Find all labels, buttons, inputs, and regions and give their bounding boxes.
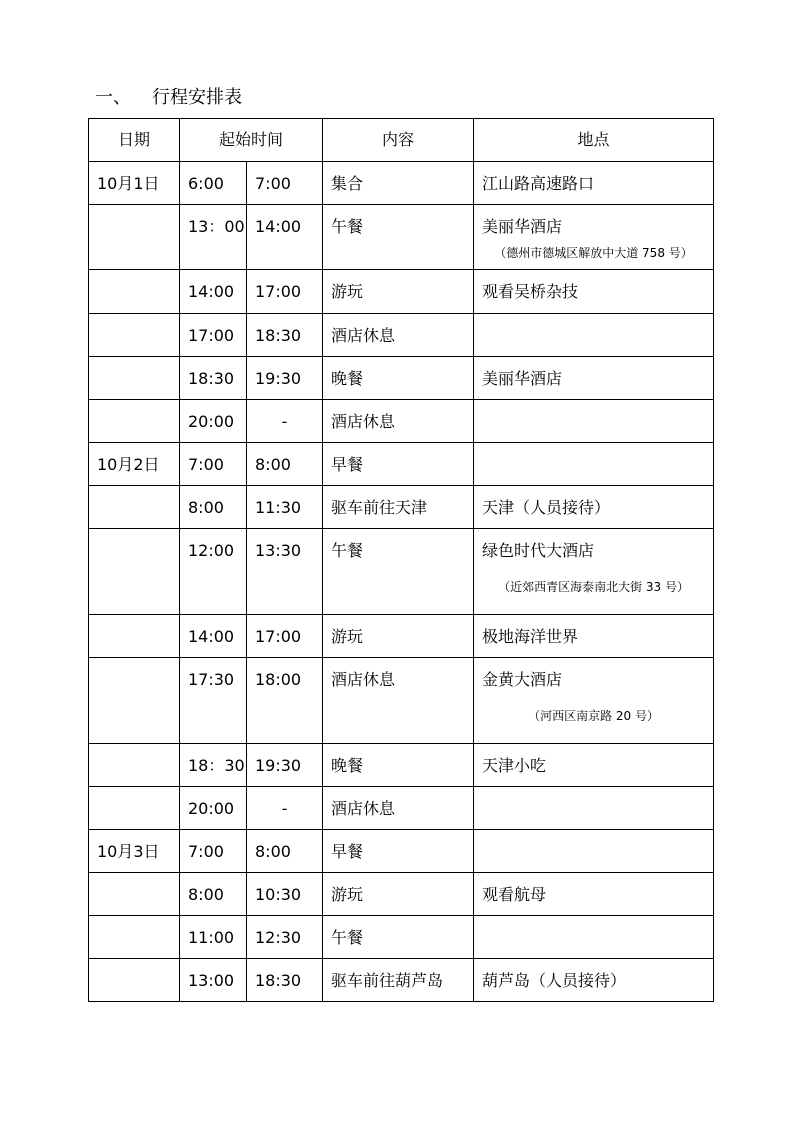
section-title: 行程安排表 bbox=[152, 87, 242, 108]
end-time-cell bbox=[247, 658, 323, 744]
content-cell-text: 驱车前往葫芦岛 bbox=[331, 971, 444, 990]
place-cell bbox=[474, 486, 714, 529]
end-time-cell-text: 17:00 bbox=[255, 282, 302, 301]
content-cell-text: 晚餐 bbox=[331, 369, 364, 388]
date-cell bbox=[89, 270, 180, 314]
end-time-cell bbox=[247, 916, 323, 959]
place-cell-text: 金黄大酒店 bbox=[482, 670, 563, 689]
start-time-cell-text: 8:00 bbox=[188, 885, 224, 904]
end-time-cell-text: 19:30 bbox=[255, 369, 302, 388]
date-cell bbox=[89, 744, 180, 787]
start-time-cell bbox=[180, 615, 247, 658]
start-time-cell bbox=[180, 787, 247, 830]
content-cell bbox=[323, 787, 474, 830]
content-cell-text: 游玩 bbox=[331, 885, 364, 904]
date-cell bbox=[89, 615, 180, 658]
place-cell-text: 观看吴桥杂技 bbox=[482, 282, 579, 301]
table-row bbox=[89, 400, 714, 443]
date-cell bbox=[89, 916, 180, 959]
start-time-cell-text: 14:00 bbox=[188, 627, 235, 646]
start-time-cell-text: 18：30 bbox=[188, 756, 245, 775]
header-place: 地点 bbox=[474, 119, 714, 162]
end-time-cell bbox=[247, 357, 323, 400]
start-time-cell-text: 18:30 bbox=[188, 369, 235, 388]
place-cell-text: 江山路高速路口 bbox=[482, 174, 595, 193]
content-cell bbox=[323, 916, 474, 959]
place-cell bbox=[474, 744, 714, 787]
place-cell bbox=[474, 787, 714, 830]
place-address-note: （德州市德城区解放中大道 758 号） bbox=[494, 246, 693, 260]
place-cell-text: 美丽华酒店 bbox=[482, 217, 563, 236]
end-time-cell bbox=[247, 443, 323, 486]
place-cell bbox=[474, 443, 714, 486]
start-time-cell-text: 11:00 bbox=[188, 928, 235, 947]
end-time-cell-text: 14:00 bbox=[255, 217, 302, 236]
content-cell bbox=[323, 205, 474, 270]
content-cell bbox=[323, 486, 474, 529]
table-body bbox=[89, 162, 714, 1002]
content-cell-text: 集合 bbox=[331, 174, 364, 193]
start-time-cell-text: 13:00 bbox=[188, 971, 235, 990]
start-time-cell-text: 14:00 bbox=[188, 282, 235, 301]
start-time-cell bbox=[180, 529, 247, 615]
start-time-cell-text: 13：00 bbox=[188, 217, 245, 236]
end-time-cell-text: 7:00 bbox=[255, 174, 291, 193]
table-row bbox=[89, 205, 714, 270]
start-time-cell-text: 7:00 bbox=[188, 455, 224, 474]
date-cell bbox=[89, 787, 180, 830]
end-time-cell bbox=[247, 959, 323, 1002]
table-row bbox=[89, 916, 714, 959]
end-time-cell bbox=[247, 873, 323, 916]
end-time-cell-text: 17:00 bbox=[255, 627, 302, 646]
content-cell bbox=[323, 443, 474, 486]
place-cell bbox=[474, 873, 714, 916]
end-time-cell bbox=[247, 486, 323, 529]
place-cell bbox=[474, 959, 714, 1002]
place-cell-text: 天津小吃 bbox=[482, 756, 547, 775]
content-cell-text: 午餐 bbox=[331, 928, 364, 947]
table-row bbox=[89, 162, 714, 205]
place-address-note: （近郊西青区海泰南北大街 33 号） bbox=[498, 580, 689, 594]
content-cell bbox=[323, 270, 474, 314]
place-cell-text: 天津（人员接待） bbox=[482, 498, 611, 517]
place-cell bbox=[474, 830, 714, 873]
place-cell bbox=[474, 205, 714, 270]
place-cell bbox=[474, 658, 714, 744]
table-row bbox=[89, 658, 714, 744]
content-cell-text: 酒店休息 bbox=[331, 412, 396, 431]
content-cell bbox=[323, 873, 474, 916]
content-cell-text: 早餐 bbox=[331, 455, 364, 474]
section-heading bbox=[95, 86, 242, 110]
table-row bbox=[89, 270, 714, 314]
start-time-cell-text: 17:30 bbox=[188, 670, 235, 689]
end-time-cell bbox=[247, 205, 323, 270]
end-time-cell bbox=[247, 529, 323, 615]
end-time-cell bbox=[247, 162, 323, 205]
end-time-cell bbox=[247, 787, 323, 830]
start-time-cell bbox=[180, 744, 247, 787]
start-time-cell-text: 8:00 bbox=[188, 498, 224, 517]
date-cell bbox=[89, 443, 180, 486]
place-address-note: （河西区南京路 20 号） bbox=[528, 709, 659, 723]
place-cell-text: 美丽华酒店 bbox=[482, 369, 563, 388]
start-time-cell bbox=[180, 357, 247, 400]
place-cell-text: 观看航母 bbox=[482, 885, 547, 904]
table-row bbox=[89, 959, 714, 1002]
itinerary-table bbox=[88, 118, 714, 1002]
table-row bbox=[89, 873, 714, 916]
date-cell-text: 10月2日 bbox=[97, 455, 160, 474]
start-time-cell bbox=[180, 314, 247, 357]
end-time-cell-text: - bbox=[281, 799, 288, 818]
content-cell bbox=[323, 357, 474, 400]
end-time-cell-text: 10:30 bbox=[255, 885, 302, 904]
place-cell bbox=[474, 615, 714, 658]
date-cell-text: 10月3日 bbox=[97, 842, 160, 861]
end-time-cell-text: 13:30 bbox=[255, 541, 302, 560]
start-time-cell-text: 17:00 bbox=[188, 326, 235, 345]
content-cell-text: 午餐 bbox=[331, 217, 364, 236]
content-cell-text: 午餐 bbox=[331, 541, 364, 560]
end-time-cell-text: 19:30 bbox=[255, 756, 302, 775]
start-time-cell bbox=[180, 959, 247, 1002]
content-cell-text: 早餐 bbox=[331, 842, 364, 861]
content-cell bbox=[323, 400, 474, 443]
start-time-cell bbox=[180, 400, 247, 443]
table-header-row bbox=[89, 119, 714, 162]
place-cell bbox=[474, 916, 714, 959]
start-time-cell bbox=[180, 443, 247, 486]
content-cell bbox=[323, 162, 474, 205]
start-time-cell-text: 7:00 bbox=[188, 842, 224, 861]
content-cell bbox=[323, 959, 474, 1002]
end-time-cell bbox=[247, 400, 323, 443]
content-cell-text: 驱车前往天津 bbox=[331, 498, 428, 517]
end-time-cell-text: - bbox=[281, 412, 288, 431]
date-cell bbox=[89, 314, 180, 357]
date-cell bbox=[89, 959, 180, 1002]
content-cell bbox=[323, 314, 474, 357]
start-time-cell-text: 6:00 bbox=[188, 174, 224, 193]
place-cell-text: 葫芦岛（人员接待） bbox=[482, 971, 627, 990]
start-time-cell bbox=[180, 162, 247, 205]
content-cell-text: 酒店休息 bbox=[331, 670, 396, 689]
end-time-cell-text: 18:30 bbox=[255, 326, 302, 345]
date-cell bbox=[89, 205, 180, 270]
start-time-cell-text: 12:00 bbox=[188, 541, 235, 560]
date-cell bbox=[89, 162, 180, 205]
start-time-cell bbox=[180, 873, 247, 916]
date-cell bbox=[89, 658, 180, 744]
place-cell-text: 绿色时代大酒店 bbox=[482, 541, 595, 560]
content-cell bbox=[323, 744, 474, 787]
content-cell-text: 游玩 bbox=[331, 627, 364, 646]
place-cell-text: 极地海洋世界 bbox=[482, 627, 579, 646]
table-row bbox=[89, 443, 714, 486]
date-cell bbox=[89, 400, 180, 443]
end-time-cell-text: 18:30 bbox=[255, 971, 302, 990]
end-time-cell-text: 8:00 bbox=[255, 842, 291, 861]
header-time: 起始时间 bbox=[180, 119, 323, 162]
content-cell bbox=[323, 830, 474, 873]
table-row bbox=[89, 529, 714, 615]
start-time-cell bbox=[180, 486, 247, 529]
end-time-cell bbox=[247, 314, 323, 357]
table-row bbox=[89, 486, 714, 529]
table-row bbox=[89, 314, 714, 357]
end-time-cell bbox=[247, 270, 323, 314]
place-cell bbox=[474, 314, 714, 357]
table-row bbox=[89, 744, 714, 787]
end-time-cell-text: 11:30 bbox=[255, 498, 302, 517]
header-content: 内容 bbox=[323, 119, 474, 162]
start-time-cell-text: 20:00 bbox=[188, 412, 235, 431]
table-row bbox=[89, 615, 714, 658]
content-cell-text: 晚餐 bbox=[331, 756, 364, 775]
end-time-cell-text: 8:00 bbox=[255, 455, 291, 474]
date-cell bbox=[89, 357, 180, 400]
start-time-cell bbox=[180, 205, 247, 270]
content-cell-text: 酒店休息 bbox=[331, 799, 396, 818]
section-number: 一、 bbox=[95, 87, 131, 108]
place-cell bbox=[474, 529, 714, 615]
start-time-cell bbox=[180, 916, 247, 959]
date-cell-text: 10月1日 bbox=[97, 174, 160, 193]
end-time-cell bbox=[247, 615, 323, 658]
date-cell bbox=[89, 873, 180, 916]
table-row bbox=[89, 830, 714, 873]
start-time-cell bbox=[180, 658, 247, 744]
content-cell-text: 酒店休息 bbox=[331, 326, 396, 345]
start-time-cell bbox=[180, 830, 247, 873]
content-cell bbox=[323, 615, 474, 658]
table-row bbox=[89, 357, 714, 400]
end-time-cell-text: 18:00 bbox=[255, 670, 302, 689]
end-time-cell-text: 12:30 bbox=[255, 928, 302, 947]
table-row bbox=[89, 787, 714, 830]
place-cell bbox=[474, 162, 714, 205]
end-time-cell bbox=[247, 830, 323, 873]
place-cell bbox=[474, 400, 714, 443]
place-cell bbox=[474, 270, 714, 314]
date-cell bbox=[89, 830, 180, 873]
content-cell-text: 游玩 bbox=[331, 282, 364, 301]
end-time-cell bbox=[247, 744, 323, 787]
date-cell bbox=[89, 529, 180, 615]
content-cell bbox=[323, 658, 474, 744]
start-time-cell-text: 20:00 bbox=[188, 799, 235, 818]
header-date: 日期 bbox=[89, 119, 180, 162]
place-cell bbox=[474, 357, 714, 400]
content-cell bbox=[323, 529, 474, 615]
start-time-cell bbox=[180, 270, 247, 314]
date-cell bbox=[89, 486, 180, 529]
